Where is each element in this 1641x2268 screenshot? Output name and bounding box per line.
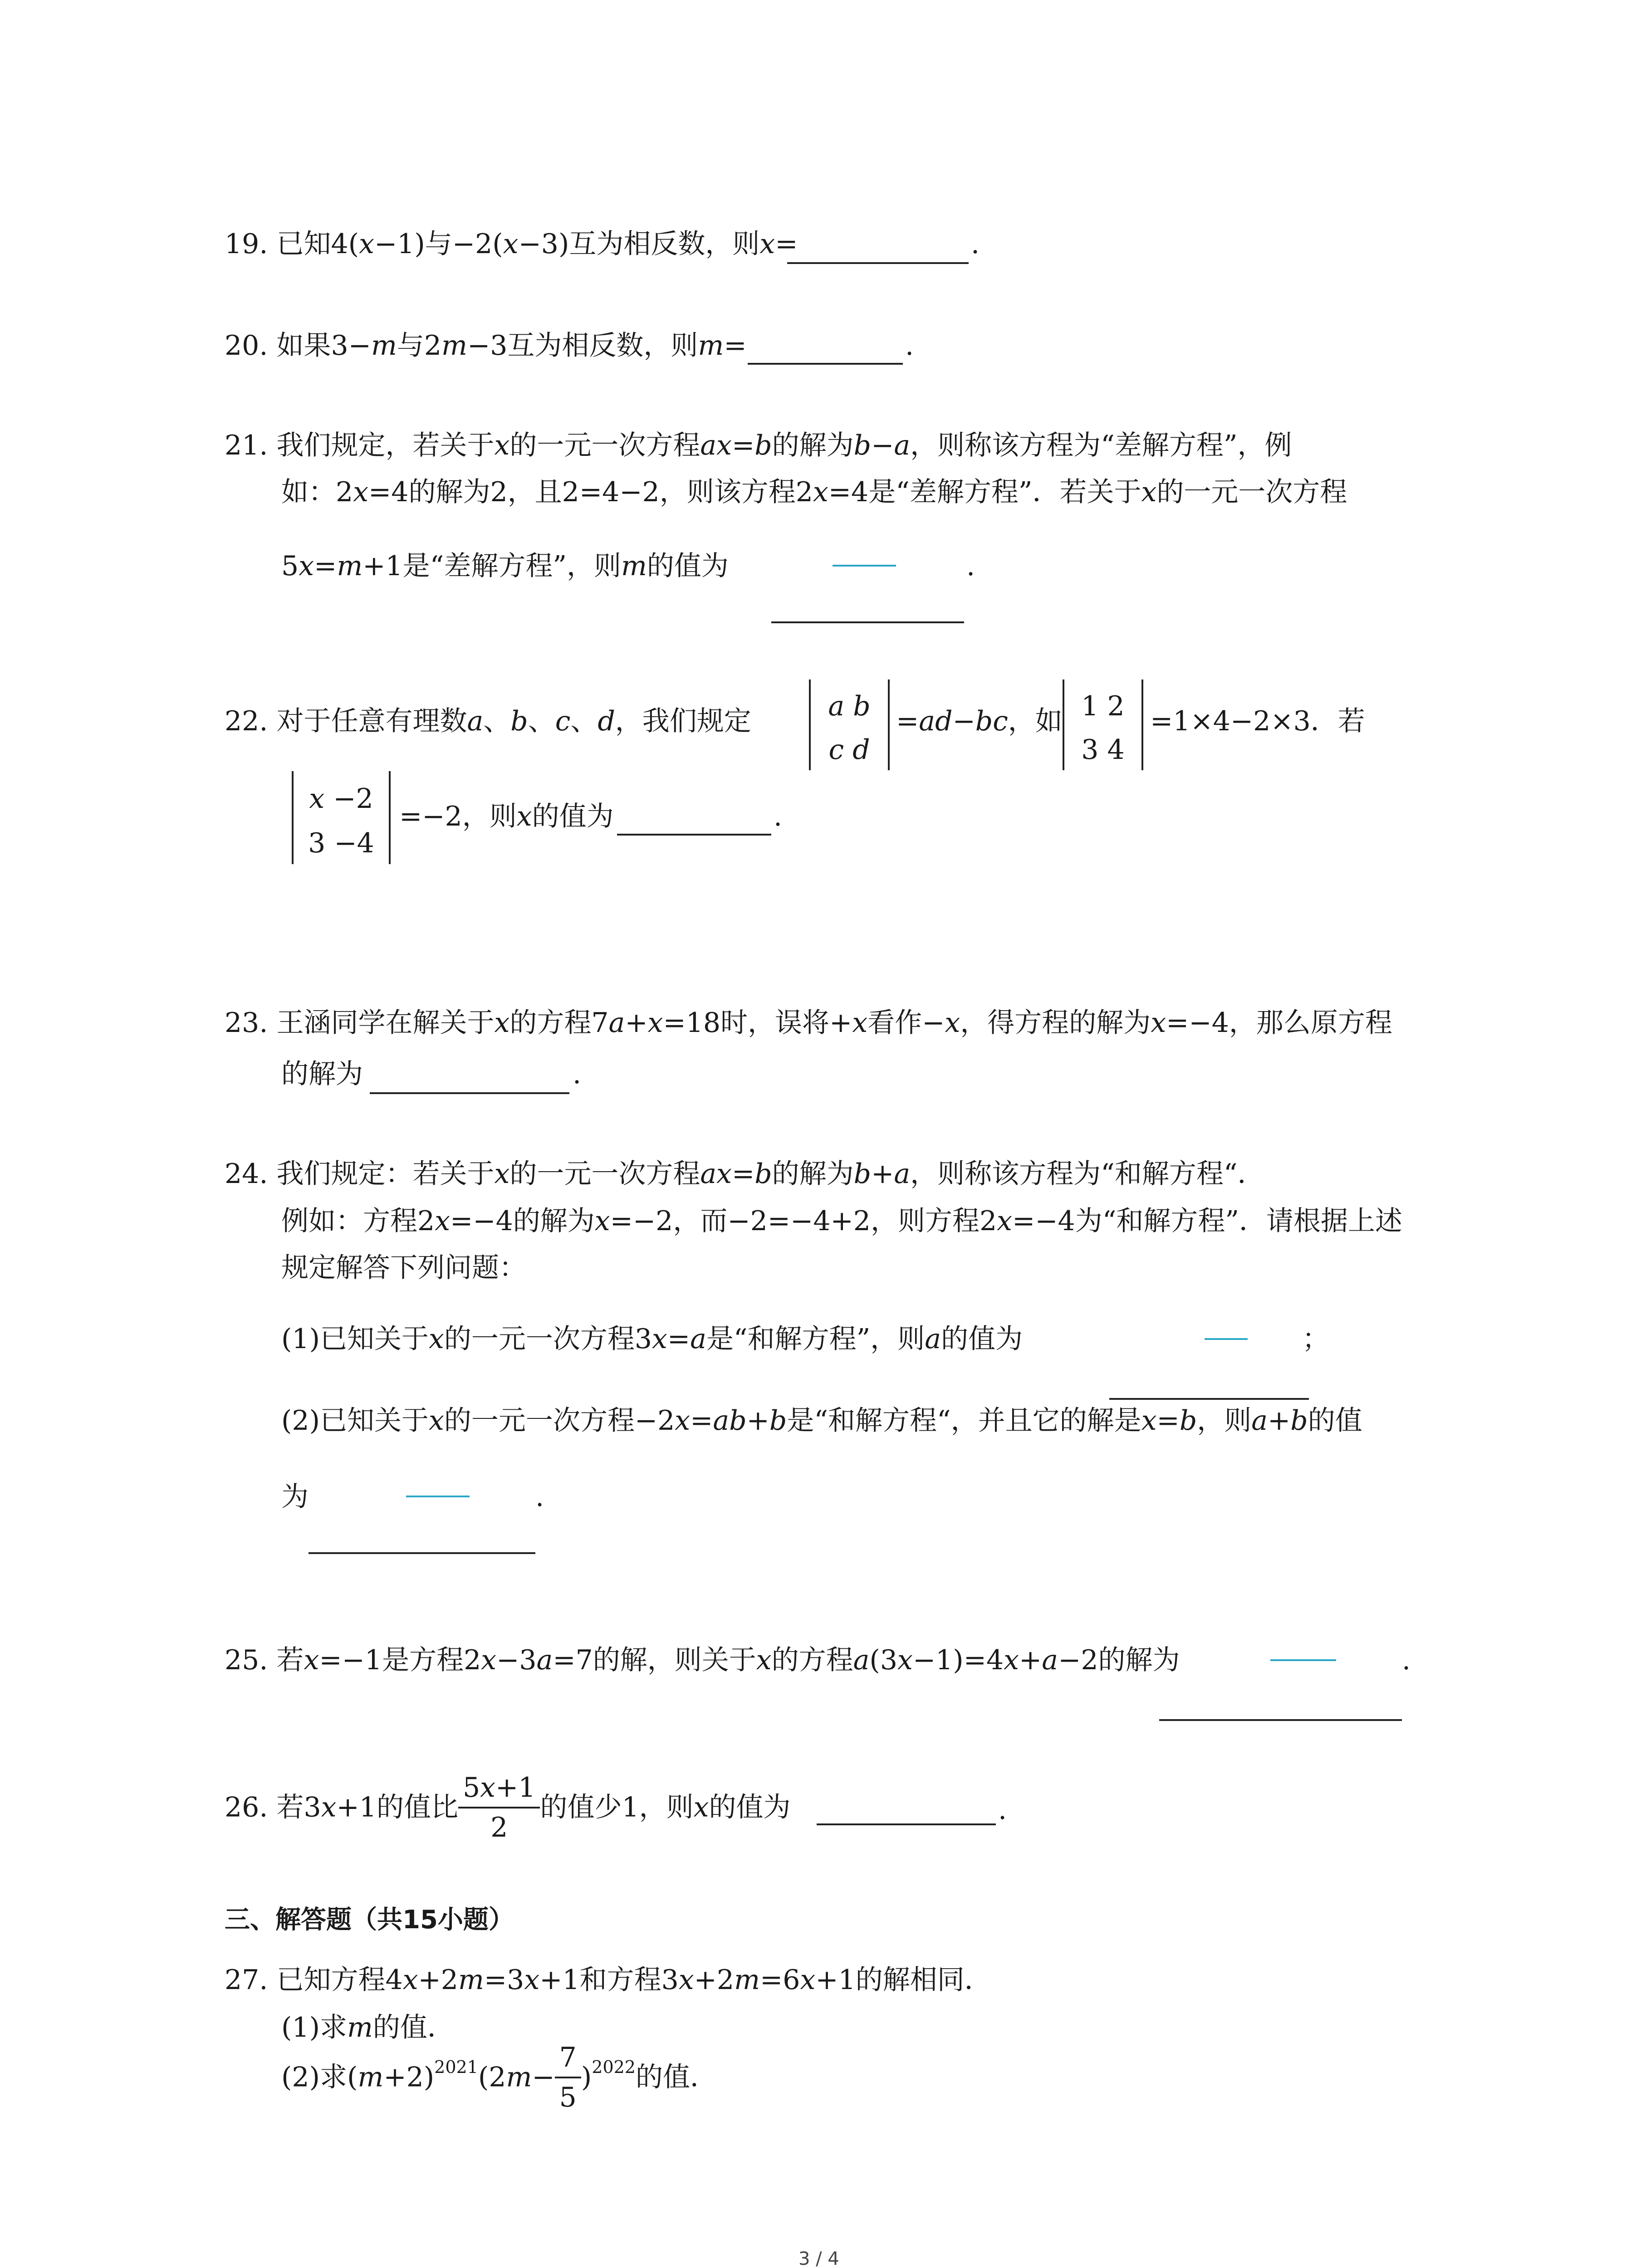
answer-mark-25 [1270, 1659, 1336, 1661]
section-heading: 三、解答题（共15小题） [225, 1905, 514, 1935]
determinant-abcd: a b c d [809, 679, 890, 770]
period: . [1402, 1644, 1411, 1676]
answer-mark-21 [833, 565, 896, 567]
period: . [971, 228, 980, 260]
question-24-line-3: 规定解答下列问题： [281, 1252, 526, 1284]
answer-blank-20[interactable] [748, 363, 903, 365]
question-22-line-1: 22. 对于任意有理数a、b、c、d，我们规定 [225, 705, 751, 737]
question-19: 19. 已知4(x−1)与−2(x−3)互为相反数，则x= [225, 228, 798, 260]
answer-blank-24-1[interactable] [1109, 1398, 1309, 1400]
question-23-line-1: 23. 王涵同学在解关于x的方程7a+x=18时，误将+x看作−x，得方程的解为x=−4，那么原方程 [225, 1007, 1392, 1039]
answer-blank-21[interactable] [771, 621, 964, 623]
period: . [535, 1481, 544, 1513]
question-22-line-2: =−2，则x的值为 [399, 801, 614, 832]
question-21-line-1: 21. 我们规定，若关于x的一元一次方程ax=b的解为b−a，则称该方程为“差解方程”，例 [225, 430, 1292, 461]
answer-blank-25[interactable] [1159, 1719, 1402, 1721]
period: . [905, 330, 914, 362]
question-27: 27. 已知方程4x+2m=3x+1和方程3x+2m=6x+1的解相同． [225, 1964, 992, 1996]
question-21-line-3: 5x=m+1是“差解方程”，则m的值为 [281, 550, 729, 582]
question-24-part-2: (2)已知关于x的一元一次方程−2x=ab+b是“和解方程“，并且它的解是x=b，则a+b的值 [281, 1405, 1362, 1437]
page-number: 3 / 4 [798, 2248, 839, 2268]
answer-blank-24-2[interactable] [309, 1552, 535, 1554]
question-27-part-1: (1)求m的值． [281, 2012, 455, 2043]
question-24-part-1: (1)已知关于x的一元一次方程3x=a是“和解方程”，则a的值为 [281, 1323, 1023, 1355]
fraction: $\frac{5x+1}{2}$ [458, 1774, 540, 1841]
period: . [573, 1058, 582, 1090]
answer-blank-26[interactable] [817, 1823, 996, 1825]
answer-mark-24-2 [406, 1496, 470, 1497]
answer-blank-23[interactable] [370, 1092, 569, 1094]
answer-blank-19[interactable] [787, 262, 969, 264]
question-27-part-2: (2)求$(m+2)^{2021}(2m-$ $\frac{7}{5}$ )$^{2022}$的值． [281, 2042, 717, 2113]
question-21-line-2: 如：2x=4的解为2，且2=4−2，则该方程2x=4是“差解方程”．若关于x的一元一次方程 [281, 476, 1347, 508]
period: . [966, 550, 975, 582]
semicolon: ； [1302, 1323, 1329, 1355]
question-24-line-2: 例如：方程2x=−4的解为x=−2，而−2=−4+2，则方程2x=−4为“和解方程”．请根据上述 [281, 1205, 1403, 1237]
question-23-line-2: 的解为 [281, 1058, 363, 1090]
determinant-example-value: =1×4−2×3．若 [1150, 705, 1365, 737]
determinant-definition: =ad−bc，如 [896, 705, 1063, 737]
question-25: 25. 若x=−1是方程2x−3a=7的解，则关于x的方程a(3x−1)=4x+a−2的解为 [225, 1644, 1180, 1676]
period: . [774, 801, 783, 832]
question-26: 26. 若3x+1的值比 $\frac{5x+1}{2}$ 的值少1，则x的值为 [225, 1772, 791, 1843]
fraction: $\frac{7}{5}$ [555, 2044, 581, 2111]
determinant-question: x −2 3 −4 [292, 771, 391, 864]
determinant-example: 1 2 3 4 [1063, 679, 1143, 770]
question-20: 20. 如果3−m与2m−3互为相反数，则m= [225, 330, 747, 362]
question-24-line-1: 24. 我们规定：若关于x的一元一次方程ax=b的解为b+a，则称该方程为“和解方程“． [225, 1158, 1265, 1190]
answer-mark-24-1 [1205, 1338, 1248, 1340]
answer-blank-22[interactable] [617, 834, 771, 836]
period: . [998, 1794, 1007, 1826]
question-24-part-2-cont: 为 [281, 1481, 309, 1513]
